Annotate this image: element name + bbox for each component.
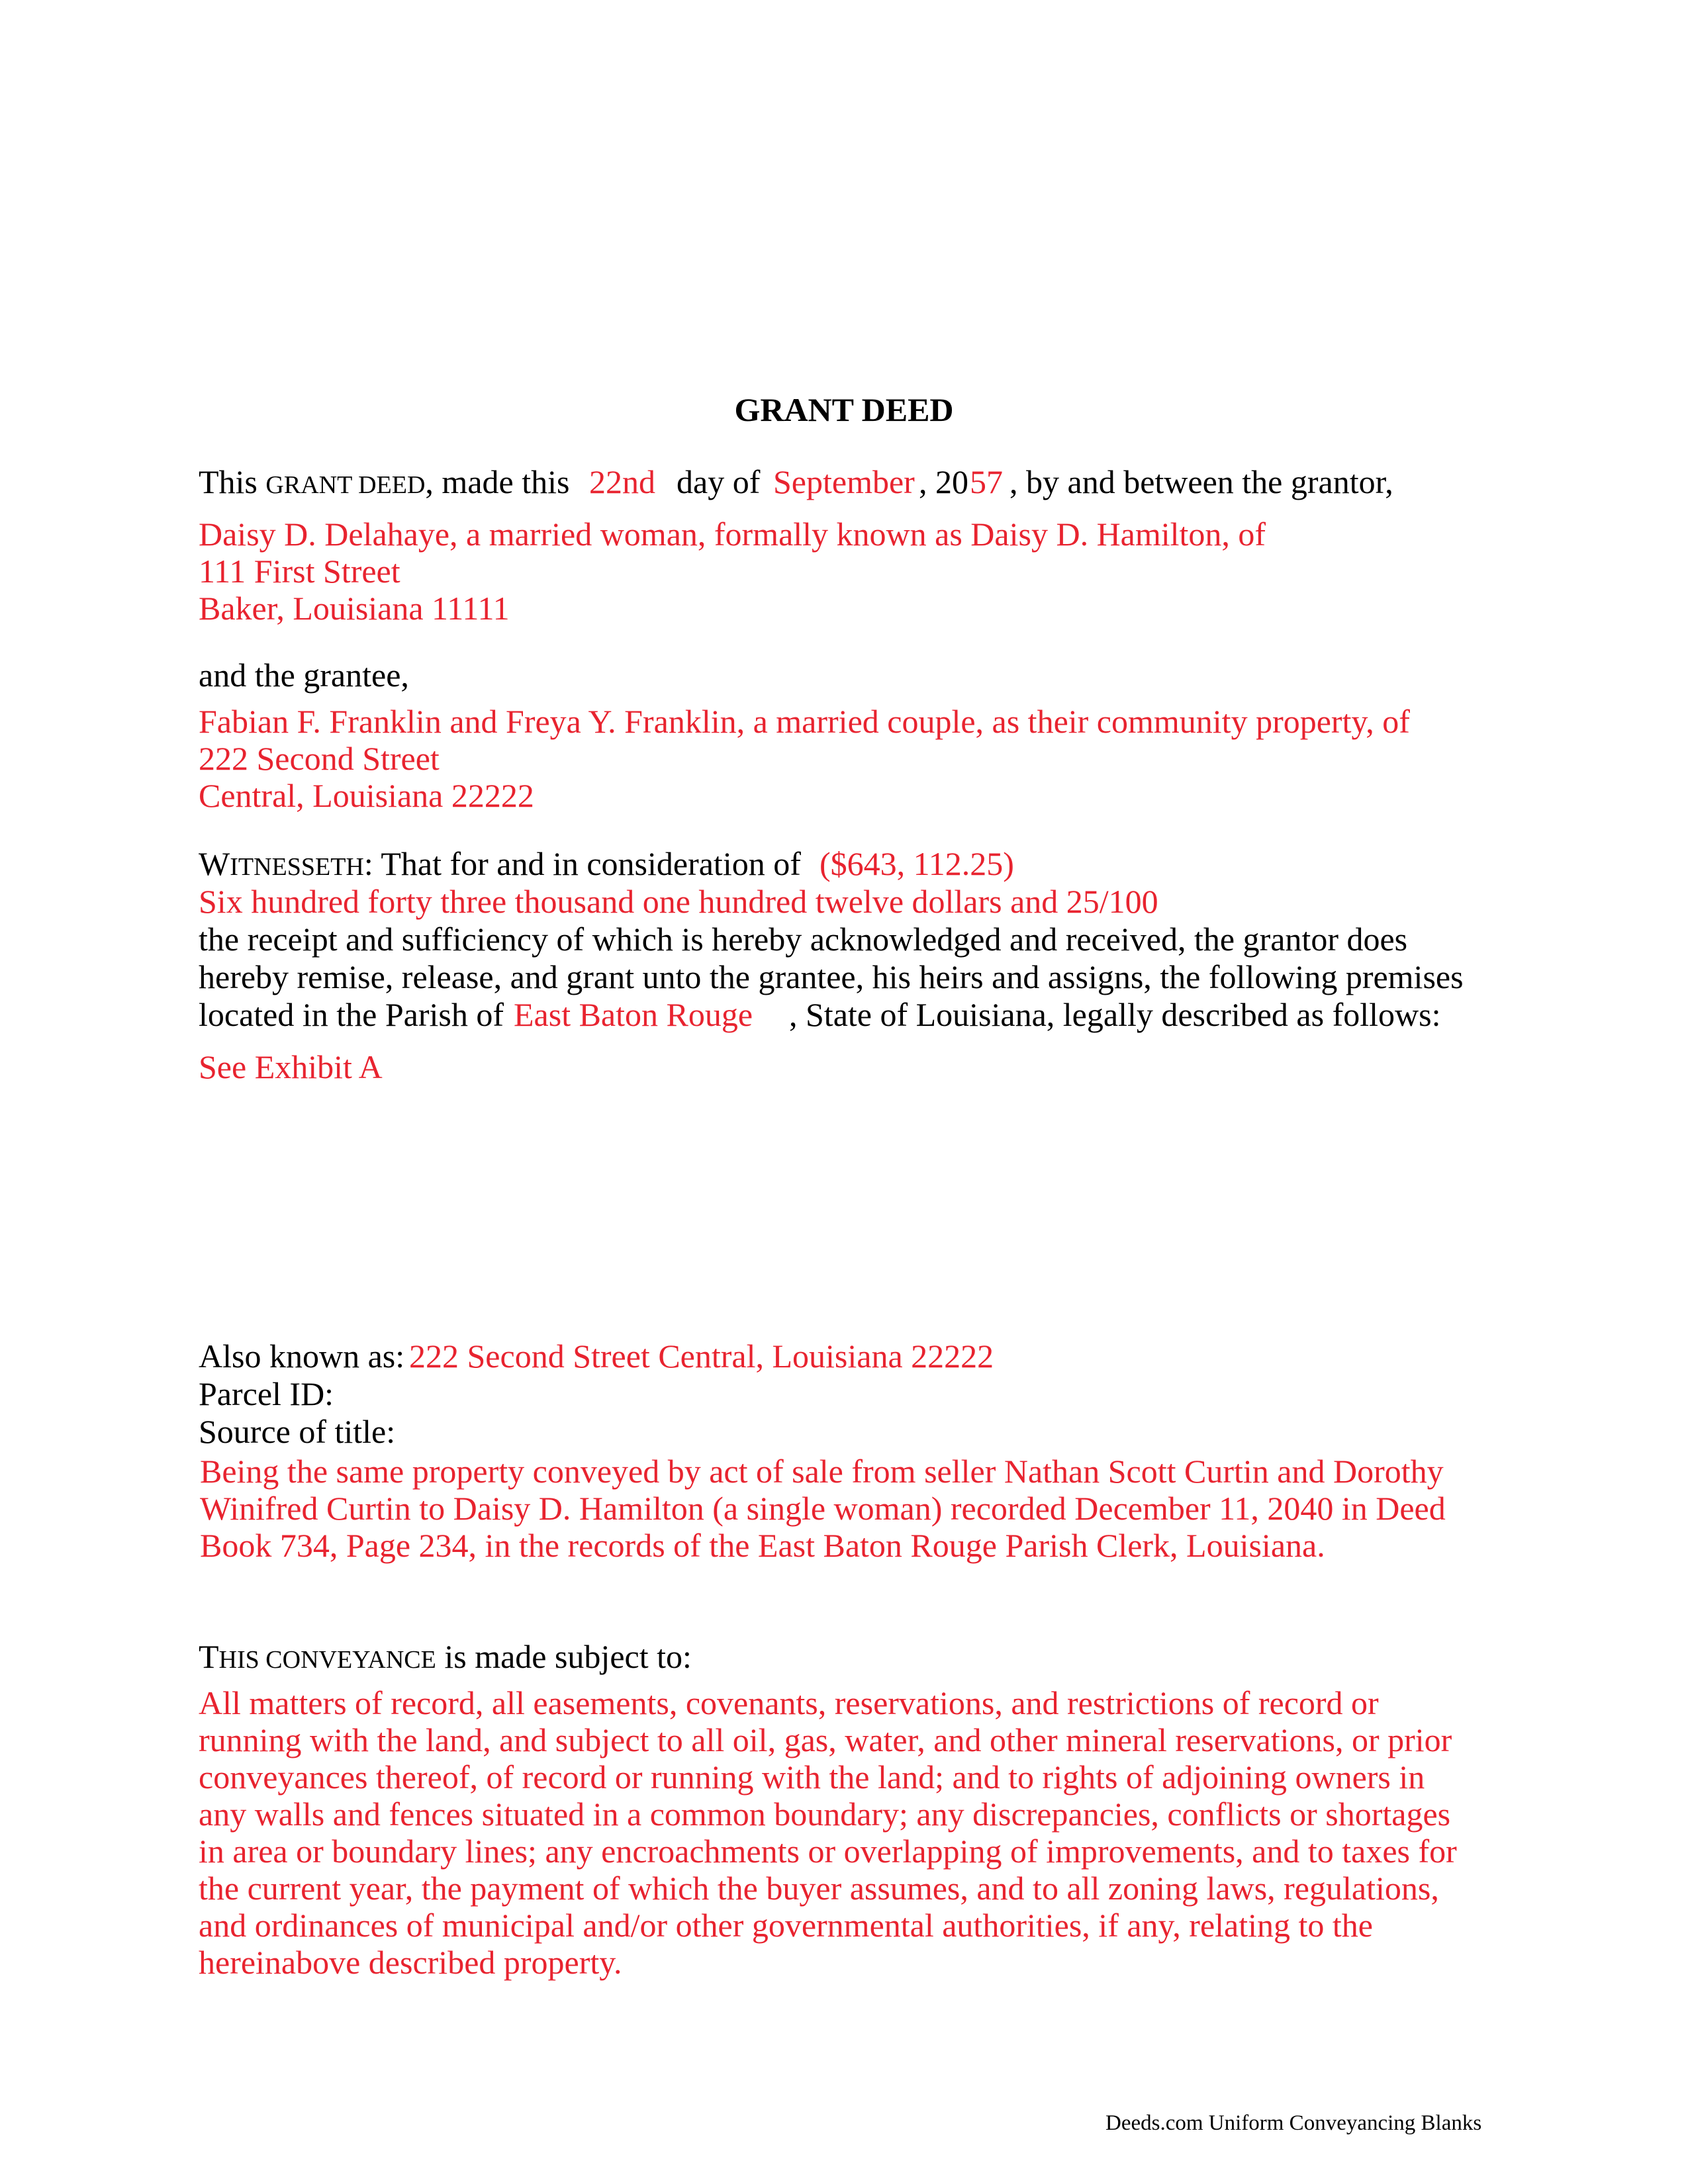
deed-month: September [773,463,915,500]
document-title: GRANT DEED [734,391,954,428]
grantee-name: Fabian F. Franklin and Freya Y. Franklin, a married couple, as their community property, of [199,703,1410,740]
source-of-title-label: Source of title: [199,1413,396,1450]
witnesseth-body-1: the receipt and sufficiency of which is hereby acknowledged and received, the grantor does [199,921,1408,958]
grantee-street: 222 Second Street [199,740,440,777]
intro-year-prefix: , 20 [919,463,968,500]
and-grantee: and the grantee, [199,657,409,694]
intro-deed-name: GRANT DEED [265,471,426,499]
parcel-id-label: Parcel ID: [199,1375,334,1412]
intro-day-of: day of [677,463,761,500]
legal-description: See Exhibit A [199,1048,383,1085]
witnesseth-body-3-end: , State of Louisiana, legally described as follows: [789,996,1441,1033]
grantee-city: Central, Louisiana 22222 [199,777,534,814]
subject-to-block [199,1684,1457,1981]
footer-brand: Deeds.com Uniform Conveyancing Blanks [1105,2111,1482,2135]
source-of-title [200,1453,1446,1564]
source-line: Being the same property conveyed by act of sale from seller Nathan Scott Curtin and Dorothy [200,1453,1444,1490]
subject-line: conveyances thereof, of record or running with the land; and to rights of adjoining owners in [199,1758,1425,1796]
grantor-city: Baker, Louisiana 11111 [199,590,510,627]
grantee-block [199,703,1410,814]
aka-label: Also known as: [199,1338,405,1375]
subject-line: and ordinances of municipal and/or other governmental authorities, if any, relating to the [199,1907,1373,1944]
deed-day: 22nd [589,463,655,500]
parish-name: East Baton Rouge [514,996,753,1033]
subject-line: hereinabove described property. [199,1944,622,1981]
intro-this: This GRANT DEED, made this [199,463,570,500]
subject-line: any walls and fences situated in a common boundary; any discrepancies, conflicts or shortages [199,1796,1451,1833]
aka-value: 222 Second Street Central, Louisiana 22222 [409,1338,994,1375]
source-line: Book 734, Page 234, in the records of the East Baton Rouge Parish Clerk, Louisiana. [200,1527,1325,1564]
grantor-block [199,516,1266,627]
subject-line: the current year, the payment of which the buyer assumes, and to all zoning laws, regulations, [199,1870,1439,1907]
witnesseth-lead: WITNESSETH: That for and in consideration of [199,845,801,882]
witnesseth-body-3: located in the Parish of [199,996,504,1033]
consideration-amount: ($643, 112.25) [820,845,1014,882]
consideration-words: Six hundred forty three thousand one hundred twelve dollars and 25/100 [199,883,1158,920]
grantor-street: 111 First Street [199,553,400,590]
intro-by-between: , by and between the grantor, [1009,463,1393,500]
witnesseth-body-2: hereby remise, release, and grant unto the grantee, his heirs and assigns, the following premises [199,958,1464,995]
subject-line: in area or boundary lines; any encroachments or overlapping of improvements, and to taxes for [199,1833,1457,1870]
subject-line: All matters of record, all easements, covenants, reservations, and restrictions of record or [199,1684,1379,1721]
subject-line: running with the land, and subject to all oil, gas, water, and other mineral reservations, or prior [199,1721,1452,1758]
conveyance-lead: THIS CONVEYANCE is made subject to: [199,1638,692,1675]
source-line: Winifred Curtin to Daisy D. Hamilton (a single woman) recorded December 11, 2040 in Deed [200,1490,1446,1527]
deed-year-suffix: 57 [970,463,1003,500]
grantor-name: Daisy D. Delahaye, a married woman, formally known as Daisy D. Hamilton, of [199,516,1266,553]
